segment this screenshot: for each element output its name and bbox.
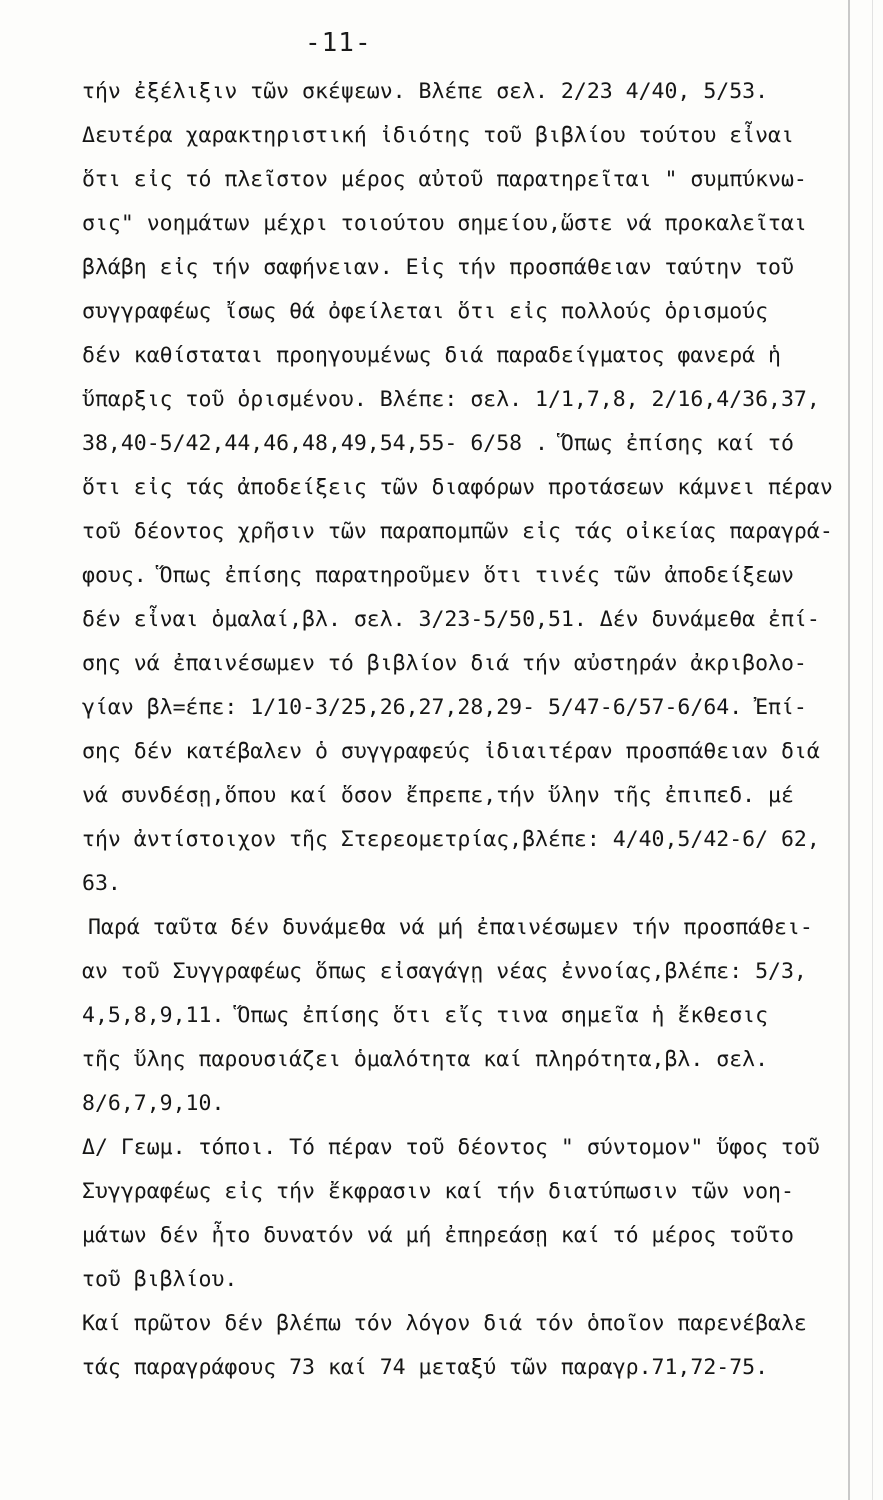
text-line: μάτων δέν ἦτο δυνατόν νά μή ἐπηρεάσῃ καί τό μέρος τοῦτο: [82, 1223, 794, 1248]
text-line: 38,40-5/42,44,46,48,49,54,55- 6/58 . Ὅπως ἐπίσης καί τό: [82, 431, 794, 456]
text-line: τάς παραγράφους 73 καί 74 μεταξύ τῶν παραγρ.71,72-75.: [82, 1355, 769, 1380]
text-line: τῆς ὕλης παρουσιάζει ὁμαλότητα καί πληρότητα,βλ. σελ.: [82, 1047, 769, 1072]
text-line: ὅτι εἰς τό πλεῖστον μέρος αὐτοῦ παρατηρεῖται " συμπύκνω-: [82, 167, 807, 192]
text-line: βλάβη εἰς τήν σαφήνειαν. Εἰς τήν προσπάθειαν ταύτην τοῦ: [82, 255, 794, 280]
text-line: 8/6,7,9,10.: [82, 1091, 225, 1116]
text-line: νά συνδέσῃ,ὅπου καί ὅσον ἔπρεπε,τήν ὕλην τῆς ἐπιπεδ. μέ: [82, 783, 794, 808]
text-line: ὅτι εἰς τάς ἀποδείξεις τῶν διαφόρων προτάσεων κάμνει πέραν: [82, 475, 833, 500]
text-line: Παρά ταῦτα δέν δυνάμεθα νά μή ἐπαινέσωμεν τήν προσπάθει-: [88, 915, 813, 940]
text-line: δέν εἶναι ὁμαλαί,βλ. σελ. 3/23-5/50,51. Δέν δυνάμεθα ἐπί-: [82, 607, 820, 632]
text-line: 4,5,8,9,11. Ὅπως ἐπίσης ὅτι εἴς τινα σημεῖα ἡ ἔκθεσις: [82, 1003, 769, 1028]
text-line: σις" νοημάτων μέχρι τοιούτου σημείου,ὥστε νά προκαλεῖται: [82, 211, 807, 236]
text-line: 63.: [82, 871, 121, 896]
page-edge-line: [872, 0, 873, 1500]
text-line: γίαν βλ=έπε: 1/10-3/25,26,27,28,29- 5/47-6/57-6/64. Ἐπί-: [82, 695, 807, 720]
text-line: φους. Ὅπως ἐπίσης παρατηροῦμεν ὅτι τινές τῶν ἀποδείξεων: [82, 563, 794, 588]
text-line: συγγραφέως ἴσως θά ὀφείλεται ὅτι εἰς πολλούς ὁρισμούς: [82, 299, 769, 324]
text-line: Συγγραφέως εἰς τήν ἔκφρασιν καί τήν διατύπωσιν τῶν νοη-: [82, 1179, 794, 1204]
text-line: δέν καθίσταται προηγουμένως διά παραδείγματος φανερά ἡ: [82, 343, 781, 368]
text-line: τήν ἐξέλιξιν τῶν σκέψεων. Βλέπε σελ. 2/23 4/40, 5/53.: [82, 79, 769, 104]
text-line: Δευτέρα χαρακτηριστική ἰδιότης τοῦ βιβλίου τούτου εἶναι: [82, 123, 794, 148]
text-line: σης νά ἐπαινέσωμεν τό βιβλίον διά τήν αὐστηράν ἀκριβολο-: [82, 651, 807, 676]
text-line: Δ/ Γεωμ. τόποι. Τό πέραν τοῦ δέοντος " σύντομον" ὕφος τοῦ: [82, 1135, 820, 1160]
text-line: τήν ἀντίστοιχον τῆς Στερεομετρίας,βλέπε: 4/40,5/42-6/ 62,: [82, 827, 820, 852]
text-line: τοῦ δέοντος χρῆσιν τῶν παραπομπῶν εἰς τάς οἰκείας παραγρά-: [82, 519, 833, 544]
text-line: αν τοῦ Συγγραφέως ὅπως εἰσαγάγῃ νέας ἐννοίας,βλέπε: 5/3,: [82, 959, 807, 984]
page-edge-shadow: [848, 0, 850, 1500]
page-number: -11-: [305, 28, 372, 58]
body-text: [82, 70, 847, 1390]
text-line: τοῦ βιβλίου.: [82, 1267, 238, 1292]
text-line: σης δέν κατέβαλεν ὁ συγγραφεύς ἰδιαιτέραν προσπάθειαν διά: [82, 739, 820, 764]
text-line: Καί πρῶτον δέν βλέπω τόν λόγον διά τόν ὁποῖον παρενέβαλε: [82, 1311, 807, 1336]
text-line: ὕπαρξις τοῦ ὁρισμένου. Βλέπε: σελ. 1/1,7,8, 2/16,4/36,37,: [82, 387, 820, 412]
